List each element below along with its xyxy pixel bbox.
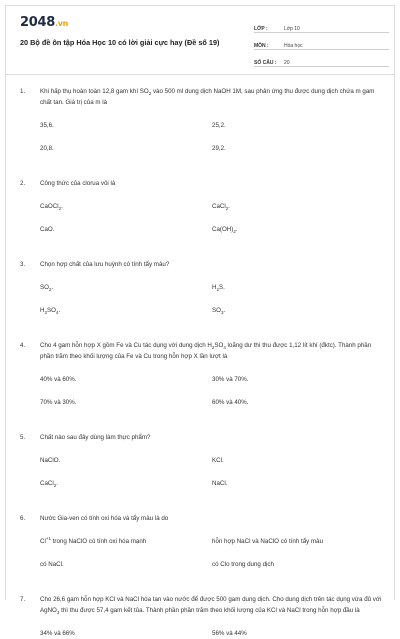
meta-key: MÔN : <box>254 43 269 49</box>
answer-option[interactable]: $H_2SO_4$. <box>40 307 61 316</box>
answer-option[interactable]: có NaCl. <box>40 561 64 568</box>
question-number: 2. <box>20 180 26 187</box>
question-stem <box>20 432 386 443</box>
question-stem <box>20 86 386 108</box>
answer-option[interactable]: CaO. <box>40 226 55 233</box>
meta-row <box>254 18 389 33</box>
answer-option[interactable]: 29,2. <box>212 145 226 152</box>
meta-value: Hóa học <box>284 43 303 49</box>
question-text: Chọn hợp chất của lưu huỳnh có tính tẩy màu? <box>40 261 170 268</box>
answer-option[interactable]: 20,8. <box>40 145 54 152</box>
logo-suffix-text: .vn <box>54 19 69 28</box>
answer-options <box>40 628 386 639</box>
answer-option[interactable]: CaOCl$_2$. <box>40 203 63 212</box>
answer-option[interactable]: $Ca(OH)_2$. <box>212 226 238 235</box>
answer-option[interactable]: 35,6. <box>40 122 54 129</box>
meta-value: Lớp 10 <box>284 26 300 32</box>
question-text: Khi hấp thụ hoàn toàn 12,8 gam khí $SO_2$ vào 500 ml dung dịch NaOH 1M, sau phản ứng thu được dung dịch chứa m gam chất tan. Giá trị của m là <box>40 88 375 106</box>
question-number: 7. <box>20 596 26 603</box>
question-text: Cho 4 gam hỗn hợp X gồm Fe và Cu tác dụng với dung dịch $H_2SO_4$ loãng dư thì thu được 1,12 lít khí (đktc). Thành phần phần trăm theo khối lượng của Fe và Cu trong hỗn hợp X lần lượt là <box>40 342 372 360</box>
document-meta <box>254 18 389 69</box>
question-text: Chất nào sau đây dùng làm thực phẩm? <box>40 434 151 441</box>
question-item <box>20 513 386 570</box>
header-divider <box>6 74 394 75</box>
document-title: 20 Bộ đề ôn tập Hóa Học 10 có lời giải cực hay (Đề số 19) <box>20 38 220 47</box>
question-list <box>20 86 386 639</box>
site-logo[interactable] <box>20 15 68 30</box>
question-item <box>20 432 386 489</box>
question-stem <box>20 340 386 362</box>
answer-option[interactable]: 56% và 44% <box>212 630 247 637</box>
answer-options <box>40 536 386 570</box>
answer-option[interactable]: 30% và 70%. <box>212 376 249 383</box>
answer-options <box>40 120 386 154</box>
document-sheet <box>5 5 395 637</box>
question-stem <box>20 513 386 524</box>
answer-options <box>40 201 386 235</box>
answer-option[interactable]: CaCl$_2$. <box>40 480 59 489</box>
question-stem <box>20 178 386 189</box>
question-number: 1. <box>20 88 26 95</box>
logo-main-text: 2048 <box>20 15 55 30</box>
answer-options <box>40 455 386 489</box>
question-number: 6. <box>20 515 26 522</box>
question-stem <box>20 594 386 616</box>
question-item <box>20 86 386 154</box>
question-stem <box>20 259 386 270</box>
answer-option[interactable]: $Cl^{+1}$ trong NaClO có tính oxi hóa mạnh <box>40 535 147 545</box>
question-text: Cho 26,6 gam hỗn hợp KCl và NaCl hòa tan vào nước để được 500 gam dung dịch. Cho dung dịch trên tác dụng vừa đủ với AgNO$_3$ thì thu được 57,4 gam kết tủa. Thành phần phần trăm theo khối lượng của KCl và NaCl trong hỗn hợp đầu là <box>40 596 382 616</box>
meta-row <box>254 35 389 50</box>
meta-value: 20 <box>284 60 290 66</box>
answer-option[interactable]: $SO_3$. <box>212 307 226 316</box>
answer-option[interactable]: 70% và 30%. <box>40 399 77 406</box>
meta-key: SỐ CÂU : <box>254 60 277 66</box>
question-number: 5. <box>20 434 26 441</box>
answer-option[interactable]: có Clo trong dung dịch <box>212 561 274 568</box>
answer-options <box>40 374 386 408</box>
answer-option[interactable]: KCl. <box>212 457 224 464</box>
answer-option[interactable]: $H_2S$. <box>212 284 225 293</box>
meta-row <box>254 52 389 67</box>
question-item <box>20 594 386 639</box>
answer-option[interactable]: 25,2. <box>212 122 226 129</box>
question-item <box>20 340 386 408</box>
question-number: 4. <box>20 342 26 349</box>
question-number: 3. <box>20 261 26 268</box>
question-text: Công thức của clorua vôi là <box>40 180 116 187</box>
answer-options <box>40 282 386 316</box>
answer-option[interactable]: 60% và 40%. <box>212 399 249 406</box>
document-header <box>6 6 394 66</box>
answer-option[interactable]: $SO_2$. <box>40 284 54 293</box>
answer-option[interactable]: 40% và 60%. <box>40 376 77 383</box>
meta-key: LỚP : <box>254 26 268 32</box>
answer-option[interactable]: 34% và 66% <box>40 630 75 637</box>
answer-option[interactable]: NaCl. <box>212 480 228 487</box>
question-text: Nước Gia-ven có tính oxi hóa và tẩy màu là do <box>40 515 169 522</box>
answer-option[interactable]: NaClO. <box>40 457 61 464</box>
question-item <box>20 259 386 316</box>
question-item <box>20 178 386 235</box>
answer-option[interactable]: hỗn hợp NaCl và NaClO có tính tẩy màu <box>212 538 324 545</box>
answer-option[interactable]: CaCl$_2$. <box>212 203 231 212</box>
